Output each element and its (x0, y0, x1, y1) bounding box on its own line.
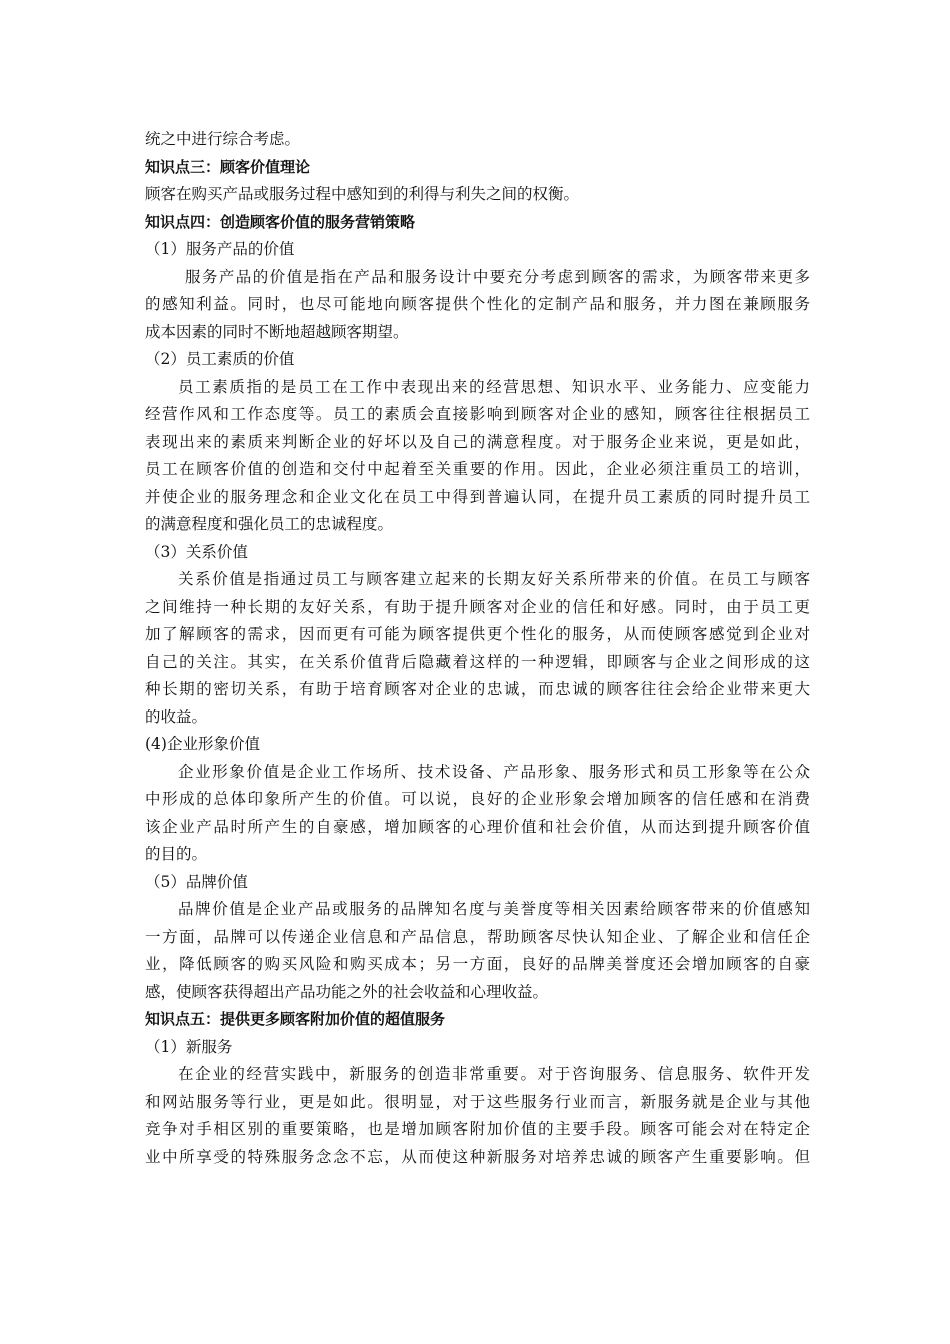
text-line: 感，使顾客获得超出产品功能之外的社会收益和心理收益。 (145, 982, 549, 1001)
section-heading: 知识点五：提供更多顾客附加价值的超值服务 (145, 1010, 446, 1028)
text-line: 员工在顾客价值的创造和交付中起着至关重要的作用。因此，企业必须注重员工的培训， (145, 460, 810, 478)
text-line: 顾客在购买产品或服务过程中感知到的利得与利失之间的权衡。 (145, 185, 580, 203)
text-line: （5）品牌价值 (145, 872, 248, 891)
text-line: 加了解顾客的需求，因而更有可能为顾客提供更个性化的服务，从而使顾客感觉到企业对 (145, 625, 810, 643)
text-line: 自己的关注。其实，在关系价值背后隐藏着这样的一种逻辑，即顾客与企业之间形成的这 (145, 652, 810, 671)
section-heading: 知识点三：顾客价值理论 (145, 157, 311, 176)
text-line: (4)企业形象价值 (145, 735, 260, 753)
text-line: 中形成的总体印象所产生的价值。可以说，良好的企业形象会增加顾客的信任感和在消费 (145, 790, 810, 808)
text-line: 种长期的密切关系，有助于培育顾客对企业的忠诚，而忠诚的顾客往往会给企业带来更大 (145, 680, 810, 698)
text-line: 成本因素的同时不断地超越顾客期望。 (145, 322, 409, 341)
text-line: 的收益。 (145, 707, 208, 726)
text-line: 的目的。 (145, 845, 208, 863)
text-line: 关系价值是指通过员工与顾客建立起来的长期友好关系所带来的价值。在员工与顾客 (178, 570, 810, 588)
text-line: 的满意程度和强化员工的忠诚程度。 (145, 515, 394, 533)
text-line: 服务产品的价值是指在产品和服务设计中要充分考虑到顾客的需求，为顾客带来更多 (185, 267, 810, 286)
text-line: （1）新服务 (145, 1037, 233, 1056)
text-line: 竞争对手相区别的重要策略，也是增加顾客附加价值的主要手段。顾客可能会对在特定企 (145, 1120, 810, 1138)
text-line: 一方面，品牌可以传递企业信息和产品信息，帮助顾客尽快认知企业、了解企业和信任企 (145, 927, 810, 946)
text-line: 的感知利益。同时，也尽可能地向顾客提供个性化的定制产品和服务，并力图在兼顾服务 (145, 295, 810, 313)
text-line: 业中所享受的特殊服务念念不忘，从而使这种新服务对培养忠诚的顾客产生重要影响。但 (145, 1147, 810, 1166)
text-line: 和网站服务等行业，更是如此。很明显，对于这些服务行业而言，新服务就是企业与其他 (145, 1092, 810, 1111)
text-line: 经营作风和工作态度等。员工的素质会直接影响到顾客对企业的感知，顾客往往根据员工 (145, 405, 810, 423)
text-line: 品牌价值是企业产品或服务的品牌知名度与美誉度等相关因素给顾客带来的价值感知 (178, 900, 810, 918)
text-line: 企业形象价值是企业工作场所、技术设备、产品形象、服务形式和员工形象等在公众 (178, 762, 810, 781)
section-heading: 知识点四：创造顾客价值的服务营销策略 (145, 212, 416, 231)
text-line: 员工素质指的是员工在工作中表现出来的经营思想、知识水平、业务能力、应变能力 (178, 377, 810, 396)
text-line: 该企业产品时所产生的自豪感，增加顾客的心理价值和社会价值，从而达到提升顾客价值 (145, 817, 810, 836)
text-line: （1）服务产品的价值 (145, 240, 295, 258)
text-line: 之间维持一种长期的友好关系，有助于提升顾客对企业的信任和好感。同时，由于员工更 (145, 597, 810, 616)
text-line: 统之中进行综合考虑。 (145, 130, 301, 148)
text-line: 在企业的经营实践中，新服务的创造非常重要。对于咨询服务、信息服务、软件开发 (178, 1065, 810, 1083)
text-line: 并使企业的服务理念和企业文化在员工中得到普遍认同，在提升员工素质的同时提升员工 (145, 487, 810, 506)
text-line: 业，降低顾客的购买风险和购买成本；另一方面，良好的品牌美誉度还会增加顾客的自豪 (145, 955, 810, 973)
text-line: （2）员工素质的价值 (145, 350, 295, 368)
document-page (145, 126, 810, 1171)
text-line: （3）关系价值 (145, 542, 248, 561)
text-line: 表现出来的素质来判断企业的好坏以及自己的满意程度。对于服务企业来说，更是如此， (145, 432, 810, 451)
